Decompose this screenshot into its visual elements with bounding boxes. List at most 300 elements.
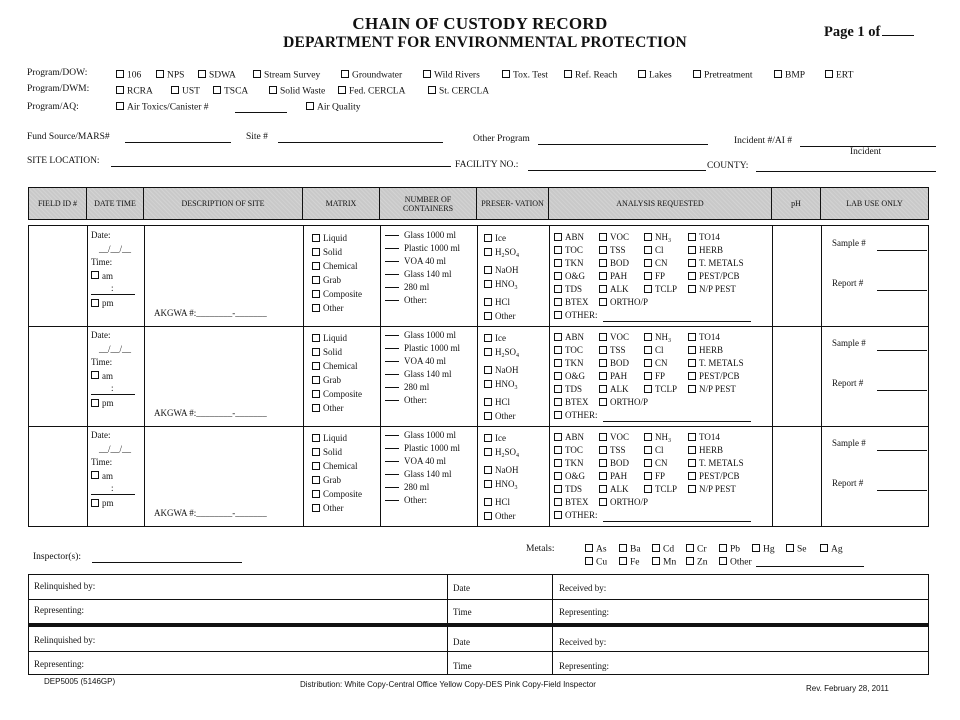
site-location-line[interactable] <box>111 166 451 167</box>
site-number-line[interactable] <box>278 142 443 143</box>
analysis-option[interactable] <box>554 383 582 396</box>
analysis-option[interactable] <box>554 470 585 483</box>
report-number-line[interactable] <box>877 490 927 491</box>
count-blank[interactable] <box>385 274 399 275</box>
checkbox[interactable] <box>484 298 492 306</box>
container-option[interactable] <box>385 481 460 494</box>
checkbox[interactable] <box>312 504 320 512</box>
inspector-line[interactable] <box>92 562 242 563</box>
checkbox[interactable] <box>484 412 492 420</box>
checkbox[interactable] <box>554 472 562 480</box>
container-option[interactable] <box>385 255 460 268</box>
checkbox[interactable] <box>825 70 833 78</box>
am-option[interactable] <box>91 470 135 484</box>
preservation-option[interactable] <box>484 263 519 277</box>
pm-option[interactable] <box>91 497 135 511</box>
checkbox[interactable] <box>312 248 320 256</box>
analysis-option[interactable] <box>554 344 583 357</box>
checkbox[interactable] <box>786 544 794 552</box>
relinquished-by-1[interactable]: Relinquished by: <box>34 581 96 591</box>
checkbox[interactable] <box>213 86 221 94</box>
analysis-option[interactable] <box>599 344 626 357</box>
checkbox[interactable] <box>312 276 320 284</box>
checkbox[interactable] <box>644 385 652 393</box>
checkbox[interactable] <box>91 499 99 507</box>
checkbox[interactable] <box>312 262 320 270</box>
metal-option[interactable] <box>686 544 707 555</box>
checkbox[interactable] <box>484 448 492 456</box>
checkbox[interactable] <box>752 544 760 552</box>
checkbox[interactable] <box>554 333 562 341</box>
program-dwm-option[interactable] <box>338 86 405 97</box>
checkbox[interactable] <box>484 348 492 356</box>
preservation-option[interactable] <box>484 409 519 423</box>
analysis-option[interactable] <box>644 470 665 483</box>
analysis-option[interactable] <box>688 370 740 383</box>
analysis-option[interactable] <box>554 357 584 370</box>
analysis-option[interactable] <box>554 457 584 470</box>
checkbox[interactable] <box>484 466 492 474</box>
count-blank[interactable] <box>385 487 399 488</box>
checkbox[interactable] <box>644 433 652 441</box>
sample-number-line[interactable] <box>877 250 927 251</box>
checkbox[interactable] <box>312 376 320 384</box>
preservation-option[interactable] <box>484 377 519 395</box>
checkbox[interactable] <box>719 557 727 565</box>
analysis-option[interactable] <box>554 370 585 383</box>
checkbox[interactable] <box>644 372 652 380</box>
checkbox[interactable] <box>599 298 607 306</box>
checkbox[interactable] <box>554 311 562 319</box>
checkbox[interactable] <box>644 459 652 467</box>
analysis-option[interactable] <box>644 270 665 283</box>
analysis-option[interactable] <box>599 470 627 483</box>
metal-option[interactable] <box>719 557 752 568</box>
checkbox[interactable] <box>341 70 349 78</box>
metal-option[interactable] <box>652 557 676 568</box>
matrix-option[interactable] <box>312 487 362 501</box>
time-field[interactable]: : <box>91 383 135 395</box>
preservation-option[interactable] <box>484 331 519 345</box>
matrix-option[interactable] <box>312 387 362 401</box>
program-dwm-option[interactable] <box>171 86 200 97</box>
metal-option[interactable] <box>652 544 674 555</box>
analysis-option[interactable] <box>644 370 665 383</box>
checkbox[interactable] <box>306 102 314 110</box>
checkbox[interactable] <box>484 266 492 274</box>
checkbox[interactable] <box>484 248 492 256</box>
count-blank[interactable] <box>385 474 399 475</box>
time-1[interactable]: Time <box>453 607 472 617</box>
checkbox[interactable] <box>688 272 696 280</box>
received-by-1[interactable]: Received by: <box>559 583 607 593</box>
program-dwm-option[interactable] <box>213 86 248 97</box>
checkbox[interactable] <box>599 346 607 354</box>
preservation-option[interactable] <box>484 309 519 323</box>
checkbox[interactable] <box>644 359 652 367</box>
analysis-option[interactable] <box>554 483 582 496</box>
checkbox[interactable] <box>688 333 696 341</box>
matrix-option[interactable] <box>312 445 362 459</box>
analysis-option[interactable] <box>599 370 627 383</box>
count-blank[interactable] <box>385 387 399 388</box>
count-blank[interactable] <box>385 361 399 362</box>
program-dwm-option[interactable] <box>269 86 325 97</box>
checkbox[interactable] <box>599 485 607 493</box>
analysis-option[interactable] <box>688 444 723 457</box>
checkbox[interactable] <box>599 433 607 441</box>
analysis-option[interactable] <box>644 357 668 370</box>
checkbox[interactable] <box>312 490 320 498</box>
preservation-option[interactable] <box>484 231 519 245</box>
checkbox[interactable] <box>554 233 562 241</box>
checkbox[interactable] <box>693 70 701 78</box>
checkbox[interactable] <box>688 233 696 241</box>
checkbox[interactable] <box>428 86 436 94</box>
analysis-other-line[interactable] <box>603 521 751 522</box>
analysis-option[interactable] <box>688 244 723 257</box>
checkbox[interactable] <box>554 359 562 367</box>
checkbox[interactable] <box>599 398 607 406</box>
metal-option[interactable] <box>585 544 607 555</box>
analysis-option[interactable] <box>688 283 736 296</box>
akgwa-field[interactable]: AKGWA #:________-_______ <box>154 408 267 418</box>
analysis-option[interactable] <box>599 444 626 457</box>
analysis-option[interactable] <box>599 357 629 370</box>
checkbox[interactable] <box>688 485 696 493</box>
checkbox[interactable] <box>91 399 99 407</box>
checkbox[interactable] <box>644 472 652 480</box>
sample-number-line[interactable] <box>877 450 927 451</box>
count-blank[interactable] <box>385 348 399 349</box>
representing-1[interactable]: Representing: <box>34 605 84 615</box>
analysis-option[interactable] <box>554 331 584 344</box>
checkbox[interactable] <box>554 298 562 306</box>
checkbox[interactable] <box>599 372 607 380</box>
program-dow-option[interactable] <box>638 70 672 81</box>
count-blank[interactable] <box>385 374 399 375</box>
time-field[interactable]: : <box>91 483 135 495</box>
checkbox[interactable] <box>688 372 696 380</box>
analysis-option[interactable] <box>599 396 648 409</box>
preservation-option[interactable] <box>484 277 519 295</box>
checkbox[interactable] <box>599 446 607 454</box>
matrix-option[interactable] <box>312 359 362 373</box>
checkbox[interactable] <box>688 246 696 254</box>
container-option[interactable] <box>385 368 460 381</box>
checkbox[interactable] <box>599 359 607 367</box>
preservation-option[interactable] <box>484 431 519 445</box>
container-option[interactable] <box>385 429 460 442</box>
container-option[interactable] <box>385 268 460 281</box>
container-option[interactable] <box>385 229 460 242</box>
checkbox[interactable] <box>638 70 646 78</box>
sample-number-line[interactable] <box>877 350 927 351</box>
analysis-option[interactable] <box>688 431 720 444</box>
akgwa-field[interactable]: AKGWA #:________-_______ <box>154 508 267 518</box>
count-blank[interactable] <box>385 500 399 501</box>
checkbox[interactable] <box>484 366 492 374</box>
checkbox[interactable] <box>686 544 694 552</box>
checkbox[interactable] <box>116 86 124 94</box>
count-blank[interactable] <box>385 435 399 436</box>
checkbox[interactable] <box>312 390 320 398</box>
checkbox[interactable] <box>484 234 492 242</box>
date-field[interactable]: __/__/__ <box>99 243 132 254</box>
checkbox[interactable] <box>644 285 652 293</box>
analysis-option[interactable] <box>688 457 744 470</box>
analysis-option[interactable] <box>688 331 720 344</box>
program-dow-option[interactable] <box>825 70 853 81</box>
checkbox[interactable] <box>312 404 320 412</box>
checkbox[interactable] <box>91 471 99 479</box>
program-dow-option[interactable] <box>502 70 548 81</box>
program-dow-option[interactable] <box>156 70 184 81</box>
metal-option[interactable] <box>752 544 775 555</box>
matrix-option[interactable] <box>312 401 362 415</box>
preservation-option[interactable] <box>484 495 519 509</box>
analysis-option[interactable] <box>554 283 582 296</box>
analysis-option[interactable] <box>688 357 744 370</box>
date-2[interactable]: Date <box>453 637 470 647</box>
analysis-option[interactable] <box>599 257 629 270</box>
checkbox[interactable] <box>554 372 562 380</box>
analysis-option[interactable] <box>644 244 664 257</box>
program-dwm-option[interactable] <box>116 86 153 97</box>
checkbox[interactable] <box>554 498 562 506</box>
analysis-option[interactable] <box>554 257 584 270</box>
checkbox[interactable] <box>554 272 562 280</box>
checkbox[interactable] <box>312 448 320 456</box>
checkbox[interactable] <box>484 512 492 520</box>
analysis-option[interactable] <box>554 496 589 509</box>
checkbox[interactable] <box>269 86 277 94</box>
analysis-option[interactable] <box>688 257 744 270</box>
checkbox[interactable] <box>688 259 696 267</box>
county-line[interactable] <box>756 171 936 172</box>
analysis-option[interactable] <box>554 444 583 457</box>
matrix-option[interactable] <box>312 287 362 301</box>
program-dow-option[interactable] <box>341 70 402 81</box>
analysis-option[interactable] <box>599 431 629 444</box>
checkbox[interactable] <box>312 334 320 342</box>
checkbox[interactable] <box>91 299 99 307</box>
checkbox[interactable] <box>554 398 562 406</box>
analysis-option[interactable] <box>644 257 668 270</box>
checkbox[interactable] <box>484 380 492 388</box>
container-option[interactable] <box>385 381 460 394</box>
program-dow-option[interactable] <box>774 70 805 81</box>
program-dow-option[interactable] <box>423 70 480 81</box>
metal-option[interactable] <box>786 544 807 555</box>
count-blank[interactable] <box>385 287 399 288</box>
checkbox[interactable] <box>652 544 660 552</box>
metals-other-line[interactable] <box>756 566 864 567</box>
matrix-option[interactable] <box>312 301 362 315</box>
matrix-option[interactable] <box>312 259 362 273</box>
matrix-option[interactable] <box>312 245 362 259</box>
checkbox[interactable] <box>338 86 346 94</box>
matrix-option[interactable] <box>312 231 362 245</box>
checkbox[interactable] <box>599 459 607 467</box>
count-blank[interactable] <box>385 261 399 262</box>
analysis-other[interactable] <box>554 509 598 522</box>
checkbox[interactable] <box>312 234 320 242</box>
checkbox[interactable] <box>554 285 562 293</box>
preservation-option[interactable] <box>484 363 519 377</box>
preservation-option[interactable] <box>484 345 519 363</box>
analysis-option[interactable] <box>644 457 668 470</box>
container-option[interactable] <box>385 455 460 468</box>
matrix-option[interactable] <box>312 473 362 487</box>
metal-option[interactable] <box>619 557 640 568</box>
report-number-line[interactable] <box>877 290 927 291</box>
checkbox[interactable] <box>484 280 492 288</box>
checkbox[interactable] <box>688 459 696 467</box>
checkbox[interactable] <box>599 385 607 393</box>
program-aq-air-toxics[interactable]: Air Toxics/Canister # <box>116 102 208 113</box>
receiver-representing-1[interactable]: Representing: <box>559 607 609 617</box>
pm-option[interactable] <box>91 397 135 411</box>
preservation-option[interactable] <box>484 245 519 263</box>
checkbox[interactable] <box>688 472 696 480</box>
checkbox[interactable] <box>688 446 696 454</box>
analysis-option[interactable] <box>554 270 585 283</box>
receiver-representing-2[interactable]: Representing: <box>559 661 609 671</box>
analysis-option[interactable] <box>688 483 736 496</box>
preservation-option[interactable] <box>484 463 519 477</box>
analysis-option[interactable] <box>688 231 720 244</box>
checkbox[interactable] <box>599 259 607 267</box>
count-blank[interactable] <box>385 461 399 462</box>
checkbox[interactable] <box>644 246 652 254</box>
date-field[interactable]: __/__/__ <box>99 343 132 354</box>
am-option[interactable] <box>91 270 135 284</box>
matrix-option[interactable] <box>312 331 362 345</box>
analysis-option[interactable] <box>644 444 664 457</box>
canister-number-line[interactable] <box>235 112 287 113</box>
checkbox[interactable] <box>312 476 320 484</box>
checkbox[interactable] <box>644 485 652 493</box>
checkbox[interactable] <box>554 385 562 393</box>
analysis-other-line[interactable] <box>603 321 751 322</box>
checkbox[interactable] <box>599 333 607 341</box>
checkbox[interactable] <box>599 246 607 254</box>
received-by-2[interactable]: Received by: <box>559 637 607 647</box>
checkbox[interactable] <box>554 459 562 467</box>
checkbox[interactable] <box>312 462 320 470</box>
matrix-option[interactable] <box>312 501 362 515</box>
program-dow-option[interactable] <box>198 70 236 81</box>
analysis-option[interactable] <box>599 496 648 509</box>
analysis-option[interactable] <box>599 244 626 257</box>
checkbox[interactable] <box>423 70 431 78</box>
preservation-option[interactable] <box>484 477 519 495</box>
checkbox[interactable] <box>599 272 607 280</box>
analysis-option[interactable] <box>688 470 740 483</box>
checkbox[interactable] <box>484 334 492 342</box>
matrix-option[interactable] <box>312 373 362 387</box>
checkbox[interactable] <box>312 290 320 298</box>
analysis-option[interactable] <box>599 296 648 309</box>
analysis-option[interactable] <box>599 283 629 296</box>
checkbox[interactable] <box>116 70 124 78</box>
program-dow-option[interactable] <box>564 70 617 81</box>
analysis-option[interactable] <box>599 457 629 470</box>
metal-option[interactable] <box>686 557 708 568</box>
metal-option[interactable] <box>820 544 843 555</box>
checkbox[interactable] <box>644 272 652 280</box>
container-option[interactable] <box>385 394 460 407</box>
checkbox[interactable] <box>91 371 99 379</box>
analysis-option[interactable] <box>688 344 723 357</box>
facility-number-line[interactable] <box>528 170 706 171</box>
preservation-option[interactable] <box>484 295 519 309</box>
analysis-option[interactable] <box>554 231 584 244</box>
checkbox[interactable] <box>599 233 607 241</box>
preservation-option[interactable] <box>484 395 519 409</box>
container-option[interactable] <box>385 355 460 368</box>
container-option[interactable] <box>385 281 460 294</box>
analysis-other-line[interactable] <box>603 421 751 422</box>
checkbox[interactable] <box>554 446 562 454</box>
checkbox[interactable] <box>599 472 607 480</box>
analysis-option[interactable] <box>599 331 629 344</box>
checkbox[interactable] <box>91 271 99 279</box>
container-option[interactable] <box>385 329 460 342</box>
metal-option[interactable] <box>585 557 607 568</box>
representing-2[interactable]: Representing: <box>34 659 84 669</box>
analysis-other[interactable] <box>554 409 598 422</box>
checkbox[interactable] <box>484 312 492 320</box>
container-option[interactable] <box>385 342 460 355</box>
metal-option[interactable] <box>619 544 641 555</box>
checkbox[interactable] <box>774 70 782 78</box>
checkbox[interactable] <box>554 433 562 441</box>
checkbox[interactable] <box>554 259 562 267</box>
checkbox[interactable] <box>554 511 562 519</box>
checkbox[interactable] <box>688 346 696 354</box>
date-1[interactable]: Date <box>453 583 470 593</box>
checkbox[interactable] <box>312 304 320 312</box>
preservation-option[interactable] <box>484 445 519 463</box>
program-dwm-option[interactable] <box>428 86 489 97</box>
checkbox[interactable] <box>585 557 593 565</box>
checkbox[interactable] <box>171 86 179 94</box>
report-number-line[interactable] <box>877 390 927 391</box>
checkbox[interactable] <box>652 557 660 565</box>
analysis-option[interactable] <box>554 244 583 257</box>
checkbox[interactable] <box>554 411 562 419</box>
checkbox[interactable] <box>564 70 572 78</box>
program-dow-option[interactable] <box>693 70 753 81</box>
analysis-other[interactable] <box>554 309 598 322</box>
analysis-option[interactable] <box>599 270 627 283</box>
checkbox[interactable] <box>688 285 696 293</box>
checkbox[interactable] <box>198 70 206 78</box>
checkbox[interactable] <box>156 70 164 78</box>
date-field[interactable]: __/__/__ <box>99 443 132 454</box>
checkbox[interactable] <box>312 362 320 370</box>
checkbox[interactable] <box>688 359 696 367</box>
analysis-option[interactable] <box>688 383 736 396</box>
checkbox[interactable] <box>619 544 627 552</box>
program-aq-air-quality[interactable]: Air Quality <box>306 102 361 113</box>
relinquished-by-2[interactable]: Relinquished by: <box>34 635 96 645</box>
analysis-option[interactable] <box>599 483 629 496</box>
program-dow-option[interactable] <box>253 70 320 81</box>
matrix-option[interactable] <box>312 459 362 473</box>
